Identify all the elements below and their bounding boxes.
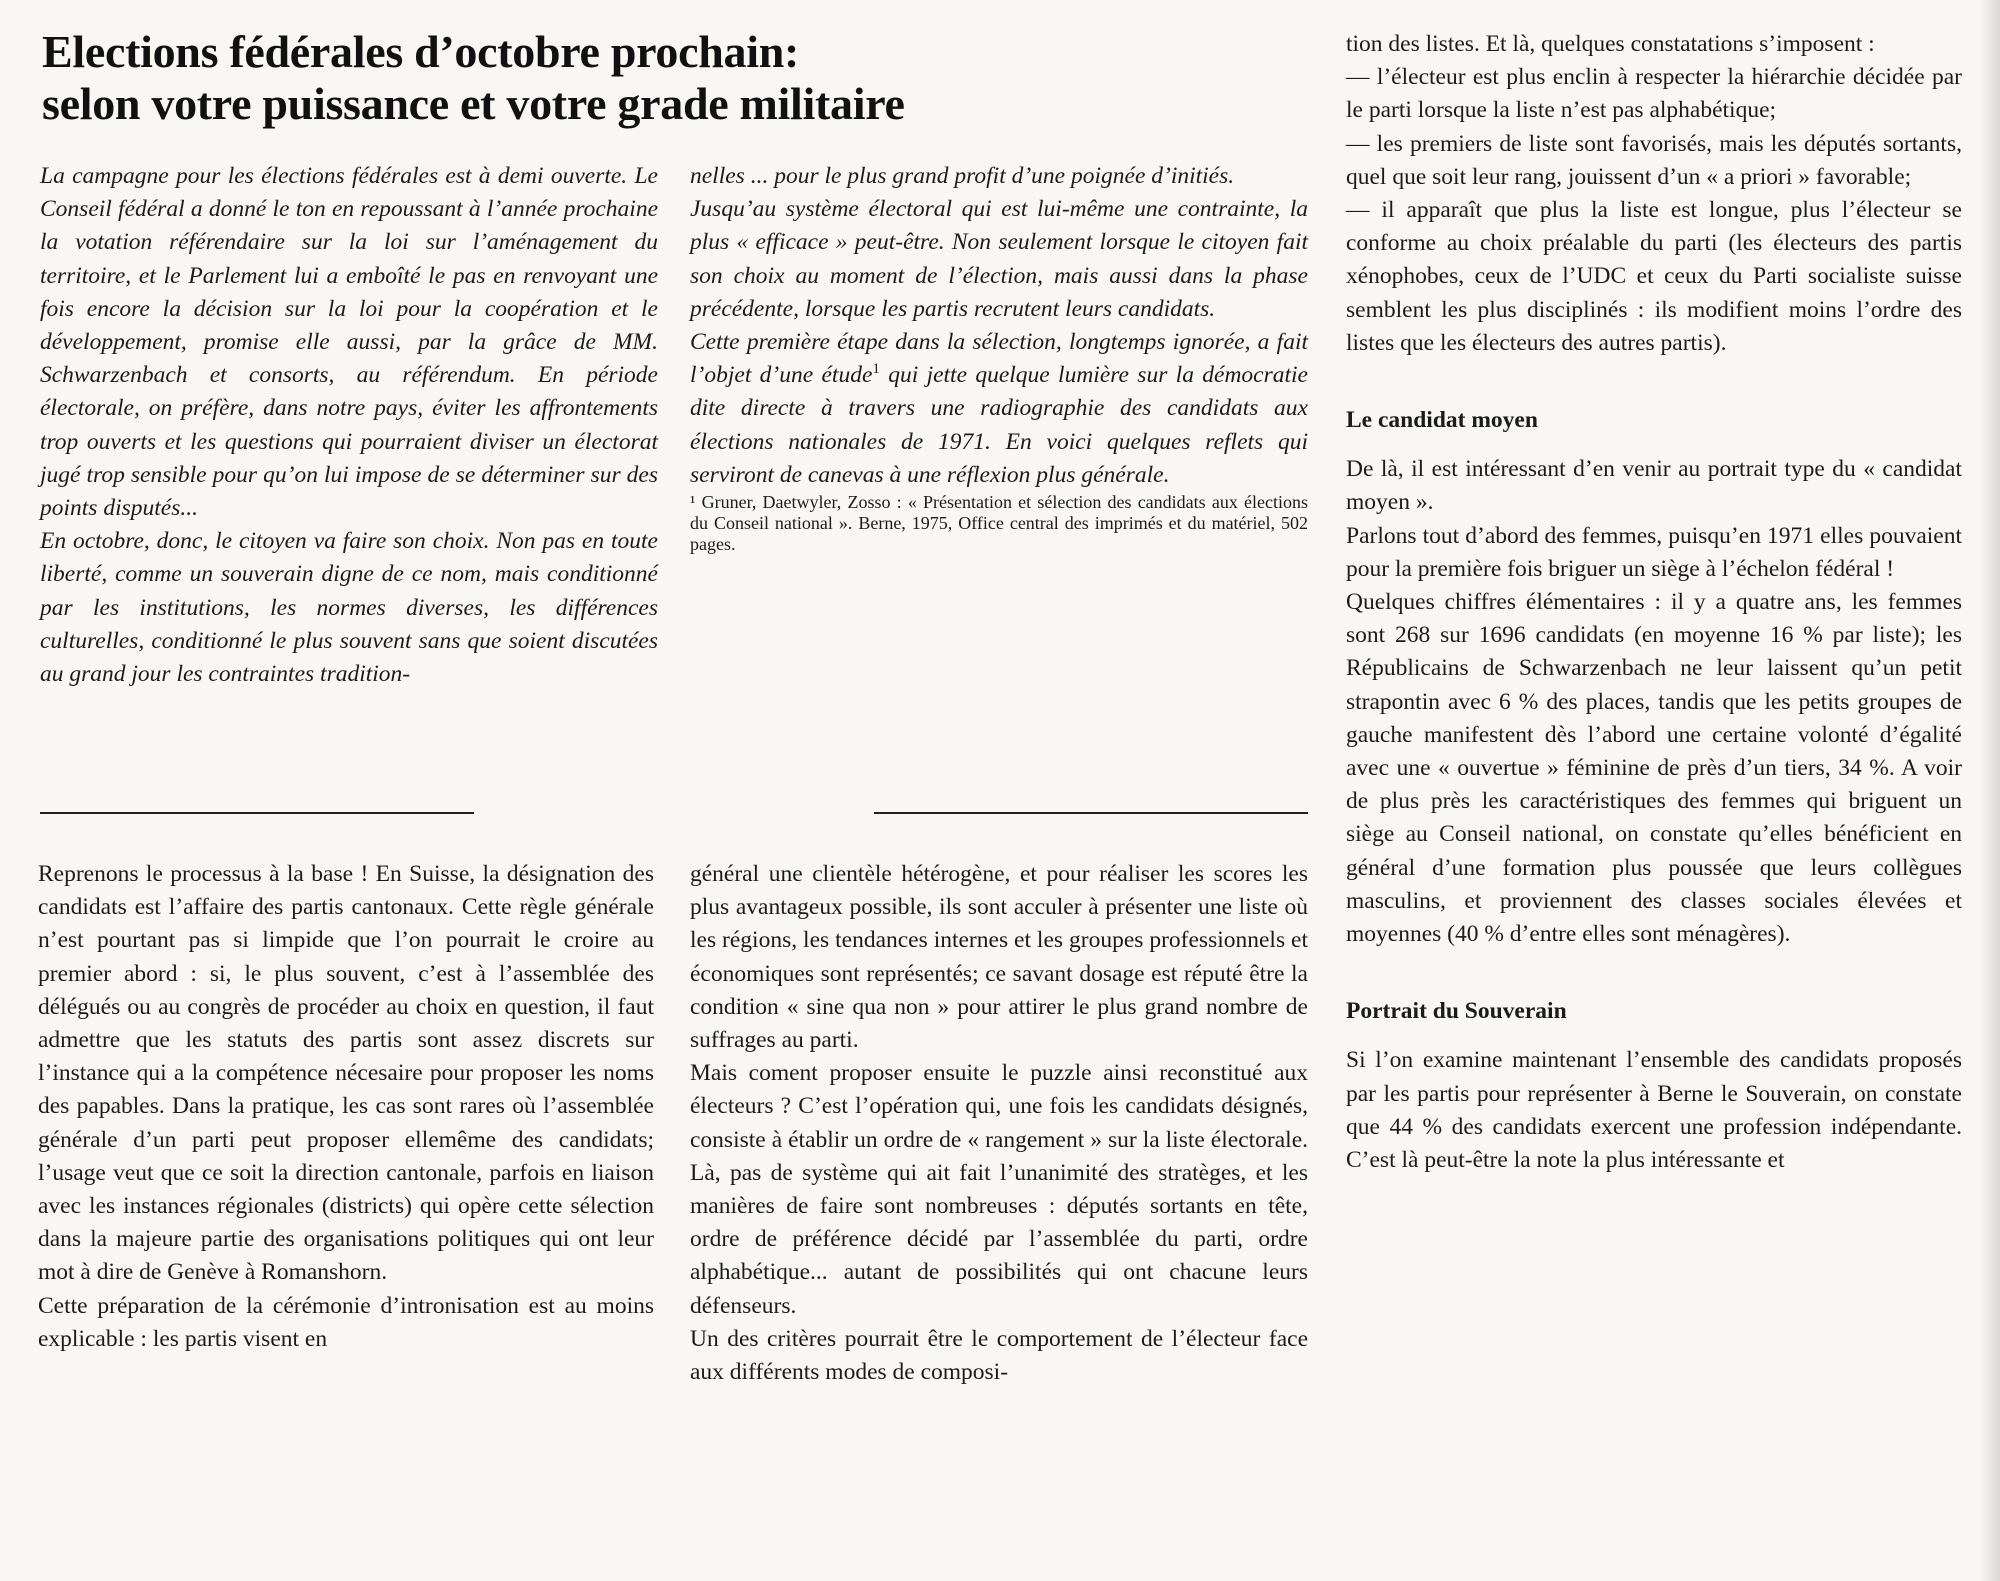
intro-paragraph: Jusqu’au système électoral qui est lui-même une contrainte, la plus « efficace » peut-être. Non seulement lorsque le citoyen fait son choix au moment de l’élection, mais aussi dans la phase précédente, lorsque les partis recrutent leurs candidats. <box>690 196 1308 322</box>
page-edge-shadow <box>1978 0 2000 1581</box>
intro-paragraph <box>690 326 1308 492</box>
body-column-2 <box>690 858 1308 1389</box>
dash-item: — il apparaît que plus la liste est longue, plus l’électeur se conforme au choix préalable du parti (les électeurs des partis xénophobes, ceux de l’UDC et ceux du Parti socialiste suisse semblent les plus disciplinés : ils modifient moins l’ordre des listes que les électeurs des autres partis). <box>1346 197 1962 356</box>
headline-line-1: Elections fédérales d’octobre prochain: <box>42 26 800 77</box>
body-paragraph: Parlons tout d’abord des femmes, puisqu’en 1971 elles pouvaient pour la première fois briguer un siège à l’échelon fédéral ! <box>1346 522 1962 582</box>
body-paragraph: Quelques chiffres élémentaires : il y a quatre ans, les femmes sont 268 sur 1696 candidats (en moyenne 16 % par liste); les Républicains de Schwarzenbach ne leur laissent qu’un petit strapontin avec 6 % des places, tandis que les petits groupes de gauche manifestent dès l’abord une certaine volonté d’égalité avec une « ouvertue » féminine de près d’un tiers, 34 %. A voir de plus près les caractéristiques des femmes qui briguent un siège au Conseil national, on constate qu’elles bénéficient en général d’une formation plus poussée que leurs collègues masculins, et proviennent des classes sociales élevées et moyennes (40 % d’entre elles sont ménagères). <box>1346 589 1962 948</box>
intro-text: Cette première étape dans la sélection, longtemps ignorée, a fait l’objet d’une étude <box>690 329 1308 389</box>
body-column-1 <box>38 858 654 1356</box>
section-divider-right <box>874 812 1308 814</box>
article-headline <box>42 26 1302 130</box>
footnote: ¹ Gruner, Daetwyler, Zosso : « Présentation et sélection des candidats aux élections du Conseil national ». Berne, 1975, Office central des imprimés et du matériel, 502 pages. <box>690 492 1308 555</box>
dash-item: — les premiers de liste sont favorisés, mais les députés sortants, quel que soit leur rang, jouissent d’un « a priori » favorable; <box>1346 130 1962 190</box>
intro-paragraph: La campagne pour les élections fédérales est à demi ouverte. Le Conseil fédéral a donné le ton en repoussant à l’année prochaine la votation référendaire sur la loi sur l’aménagement du territoire, et le Parlement lui a emboîté le pas en renvoyant une fois encore la décision sur la loi pour la coopération et le développement, promise elle aussi, par la grâce de MM. Schwarzenbach et consorts, au référendum. En période électorale, on préfère, dans notre pays, éviter les affrontements trop ouverts et les questions qui pourraient diviser un électorat jugé trop sensible pour qu’on lui impose de se déterminer sur des points disputés... <box>40 163 658 522</box>
intro-paragraph: nelles ... pour le plus grand profit d’une poignée d’initiés. <box>690 163 1235 189</box>
body-column-3 <box>1346 28 1962 1177</box>
body-paragraph: Mais coment proposer ensuite le puzzle ainsi reconstitué aux électeurs ? C’est l’opération qui, une fois les candidats désignés, consiste à établir un ordre de « rangement » sur la liste électorale. Là, pas de système qui ait fait l’unanimité des stratèges, et les manières de faire sont nombreuses : députés sortants en tête, ordre de préférence décidé par l’assemblée du parti, ordre alphabétique... autant de possibilités qui ont chacune leurs défenseurs. <box>690 1060 1308 1319</box>
body-paragraph: Cette préparation de la cérémonie d’intronisation est au moins explicable : les partis visent en <box>38 1292 654 1352</box>
body-paragraph: Si l’on examine maintenant l’ensemble des candidats proposés par les partis pour représenter à Berne le Souverain, on constate que 44 % des candidats exercent une profession indépendante. C’est là peut-être la note la plus intéressante et <box>1346 1047 1962 1174</box>
dash-item: — l’électeur est plus enclin à respecter la hiérarchie décidée par le parti lorsque la liste n’est pas alphabétique; <box>1346 64 1962 124</box>
intro-text: qui jette quelque lumière sur la démocratie dite directe à travers une radiographie des candidats aux élections nationales de 1971. En voici quelques reflets qui serviront de canevas à une réflexion plus générale. <box>690 362 1308 488</box>
intro-column-1 <box>40 160 658 691</box>
intro-paragraph: En octobre, donc, le citoyen va faire son choix. Non pas en toute liberté, comme un souverain digne de ce nom, mais conditionné par les institutions, les normes diverses, les différences culturelles, conditionné le plus souvent sans que soient discutées au grand jour les contraintes tradition- <box>40 528 658 688</box>
body-paragraph: général une clientèle hétérogène, et pour réaliser les scores les plus avantageux possible, ils sont acculer à présenter une liste où les régions, les tendances internes et les groupes professionnels et économiques sont représentés; ce savant dosage est réputé être la condition « sine qua non » pour attirer le plus grand nombre de suffrages au parti. <box>690 861 1308 1054</box>
subheading-candidat-moyen: Le candidat moyen <box>1346 407 1538 434</box>
body-paragraph: Reprenons le processus à la base ! En Suisse, la désignation des candidats est l’affaire des partis cantonaux. Cette règle générale n’est pourtant pas si limpide que l’on pourrait le croire au premier abord : si, le plus souvent, c’est à l’assemblée des délégués ou au congrès de procéder au choix en question, il faut admettre que les statuts des partis sont assez discrets sur l’instance qui a la compétence nécesaire pour proposer les noms des papables. Dans la pratique, les cas sont rares où l’assemblée générale d’un parti peut proposer ellemême des candidats; l’usage veut que ce soit la direction cantonale, parfois en liaison avec les instances régionales (districts) qui opère cette sélection dans la majeure partie des organisations politiques qui ont leur mot à dire de Genève à Romanshorn. <box>38 861 654 1286</box>
intro-column-2 <box>690 160 1308 555</box>
body-paragraph: Un des critères pourrait être le comportement de l’électeur face aux différents modes de composi- <box>690 1325 1308 1386</box>
body-paragraph: De là, il est intéressant d’en venir au portrait type du « candidat moyen ». <box>1346 456 1962 516</box>
footnote-marker: 1 <box>872 361 880 378</box>
section-divider-left <box>40 812 474 814</box>
body-paragraph: tion des listes. Et là, quelques constatations s’imposent : <box>1346 31 1875 57</box>
headline-line-2: selon votre puissance et votre grade militaire <box>42 78 905 129</box>
subheading-portrait-souverain: Portrait du Souverain <box>1346 998 1567 1025</box>
